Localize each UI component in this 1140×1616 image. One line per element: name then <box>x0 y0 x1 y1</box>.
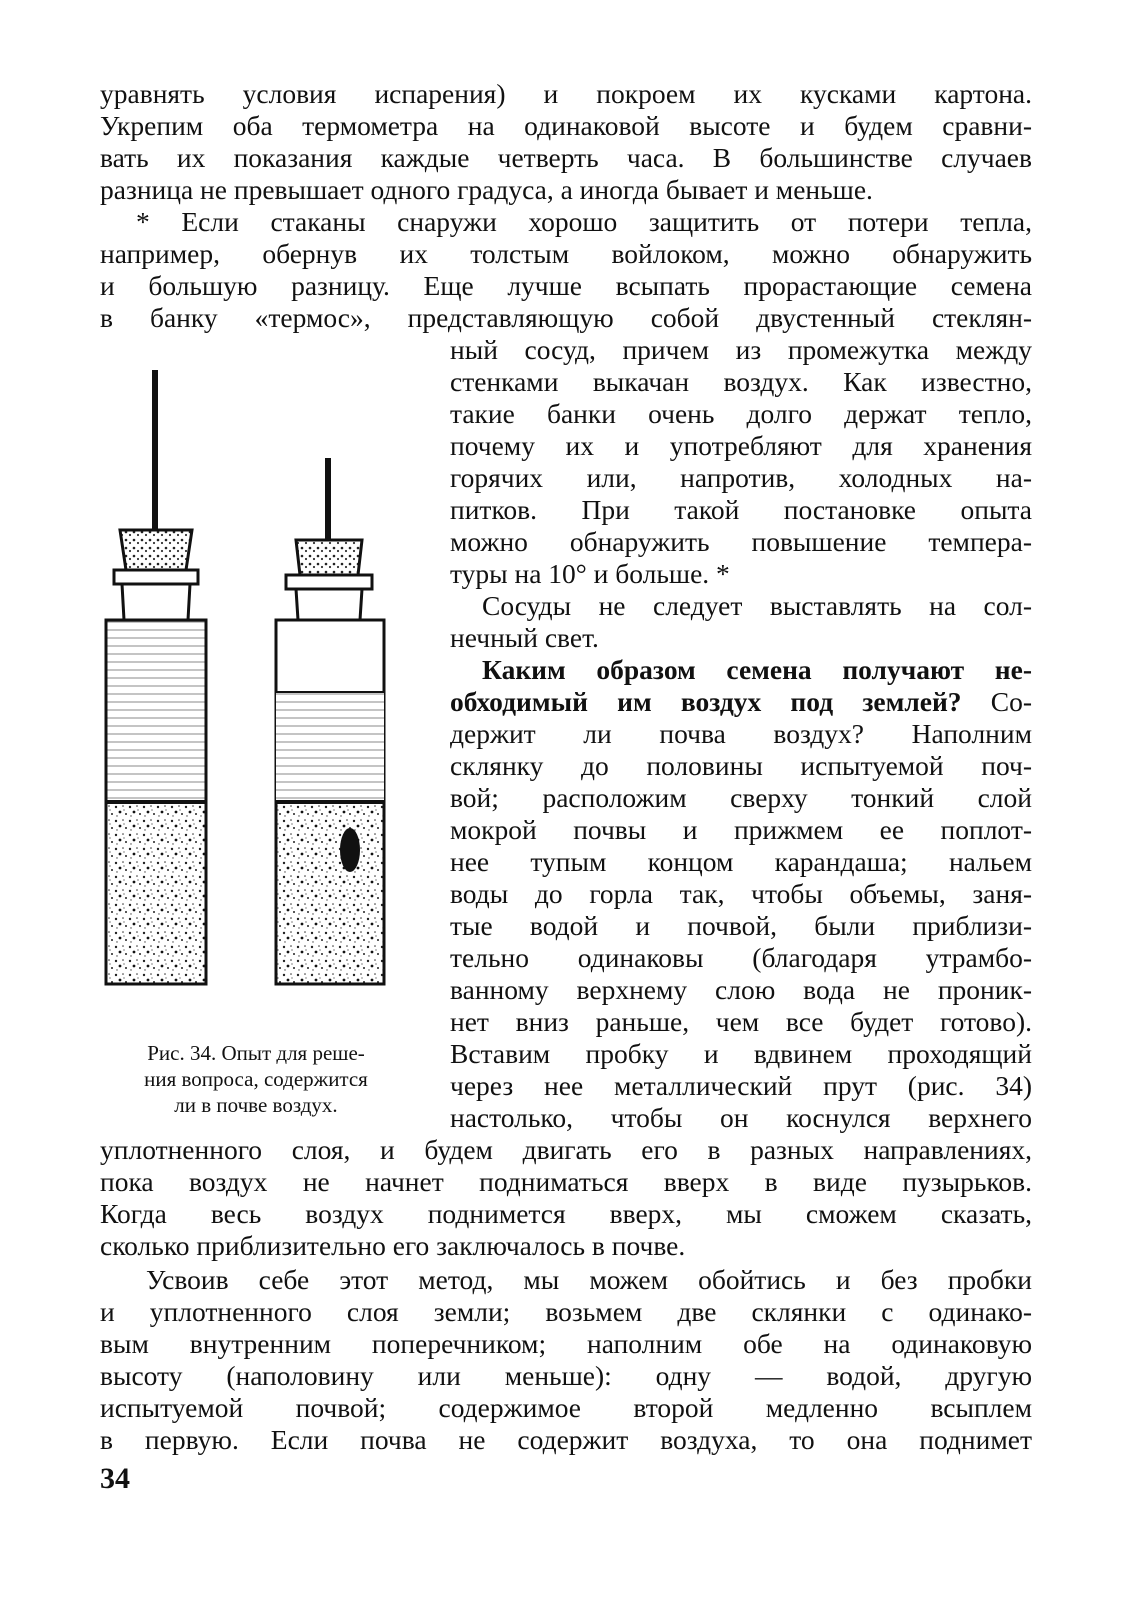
text-line: питков. При такой постановке опыта <box>450 494 1032 525</box>
text-line: испытуемой почвой; содержимое второй медленно всыплем <box>100 1392 1032 1423</box>
right-soil <box>276 802 384 984</box>
text-line: можно обнаружить повышение темпера- <box>450 526 1032 557</box>
text-line: Когда весь воздух поднимется вверх, мы сможем сказать, <box>100 1198 1032 1229</box>
text-line: и большую разницу. Еще лучше всыпать прорастающие семена <box>100 270 1032 301</box>
text-line: ный сосуд, причем из промежутка между <box>450 334 1032 365</box>
text-line: через нее металлический прут (рис. 34) <box>450 1070 1032 1101</box>
text-line <box>450 686 1032 718</box>
text-line: уравнять условия испарения) и покроем их кусками картона. <box>100 78 1032 109</box>
sun-paragraph <box>450 590 1032 654</box>
right-collar <box>286 575 372 589</box>
left-collar <box>114 570 198 584</box>
method-paragraph <box>100 1264 1032 1456</box>
left-neck <box>122 584 190 620</box>
text-line: высоту (наполовину или меньше): одну — водой, другую <box>100 1360 1032 1391</box>
text-line: держит ли почва воздух? Наполним <box>450 718 1032 749</box>
text-line: нет вниз раньше, чем все будет готово). <box>450 1006 1032 1037</box>
question-paragraph <box>450 654 1032 1134</box>
text-line: склянку до половины испытуемой поч- <box>450 750 1032 781</box>
text-line: уплотненного слоя, и будем двигать его в разных направлениях, <box>100 1134 1032 1165</box>
text-line: сколько приблизительно его заключалось в почве. <box>100 1230 686 1261</box>
text-line: почему их и употребляют для хранения <box>450 430 1032 461</box>
text-line: стенками выкачан воздух. Как известно, <box>450 366 1032 397</box>
figure-34-illustration <box>100 370 420 1020</box>
text-line: разница не превышает одного градуса, а иногда бывает и меньше. <box>100 174 873 205</box>
text-line: тельно одинаковы (благодаря утрамбо- <box>450 942 1032 973</box>
caption-line: ли в почве воздух. <box>174 1093 338 1117</box>
text-line: и уплотненного слоя земли; возьмем две склянки с одинако- <box>100 1296 1032 1327</box>
text-line: вой; расположим сверху тонкий слой <box>450 782 1032 813</box>
air-bubble-mark <box>340 828 360 872</box>
left-water <box>106 620 206 802</box>
text-line: нее тупым концом карандаша; нальем <box>450 846 1032 877</box>
text-line: тые водой и почвой, были приблизи- <box>450 910 1032 941</box>
star-paragraph <box>100 206 1032 334</box>
text-fragment: Со- <box>961 686 1032 717</box>
text-line: например, обернув их толстым войлоком, можно обнаружить <box>100 238 1032 269</box>
right-water <box>276 692 384 802</box>
text-line: настолько, чтобы он коснулся верхнего <box>450 1102 1032 1133</box>
question-heading: Каким образом семена получают не- <box>482 654 1032 685</box>
text-line: туры на 10° и больше. * <box>450 558 730 589</box>
text-line: Усвоив себе этот метод, мы можем обойтись и без пробки <box>146 1264 1032 1295</box>
right-jar <box>276 458 384 984</box>
text-line: пока воздух не начнет подниматься вверх в виде пузырьков. <box>100 1166 1032 1197</box>
text-line: мокрой почвы и прижмем ее поплот- <box>450 814 1032 845</box>
text-line: Укрепим оба термометра на одинаковой высоте и будем сравни- <box>100 110 1032 141</box>
star-paragraph-wrap <box>450 334 1032 590</box>
text-line: нечный свет. <box>450 622 599 653</box>
text-line: вать их показания каждые четверть часа. В большинстве случаев <box>100 142 1032 173</box>
text-line: в первую. Если почва не содержит воздуха, то она поднимет <box>100 1424 1032 1455</box>
page-number: 34 <box>100 1462 130 1495</box>
text-line: ванному верхнему слою вода не проник- <box>450 974 1032 1005</box>
right-neck <box>296 589 362 620</box>
question-paragraph-continued <box>100 1134 1032 1262</box>
text-line: горячих или, напротив, холодных на- <box>450 462 1032 493</box>
text-line: такие банки очень долго держат тепло, <box>450 398 1032 429</box>
left-cork <box>120 530 192 570</box>
question-heading: обходимый им воздух под землей? <box>450 686 962 717</box>
right-cork <box>296 540 362 575</box>
left-jar <box>106 370 206 984</box>
top-paragraph <box>100 78 1032 206</box>
text-line: Вставим пробку и вдвинем проходящий <box>450 1038 1032 1069</box>
text-line: * Если стаканы снаружи хорошо защитить от потери тепла, <box>136 206 1032 237</box>
text-line: вым внутренним поперечником; наполним обе на одинаковую <box>100 1328 1032 1359</box>
text-line: в банку «термос», представляющую собой двустенный стеклян- <box>100 302 1032 333</box>
caption-line: ния вопроса, содержится <box>144 1067 368 1091</box>
figure-caption <box>100 1040 412 1118</box>
caption-line: Рис. 34. Опыт для реше- <box>147 1041 365 1065</box>
text-line <box>450 654 1032 686</box>
left-soil <box>106 802 206 984</box>
text-line: воды до горла так, чтобы объемы, заня- <box>450 878 1032 909</box>
text-line: Сосуды не следует выставлять на сол- <box>482 590 1032 621</box>
